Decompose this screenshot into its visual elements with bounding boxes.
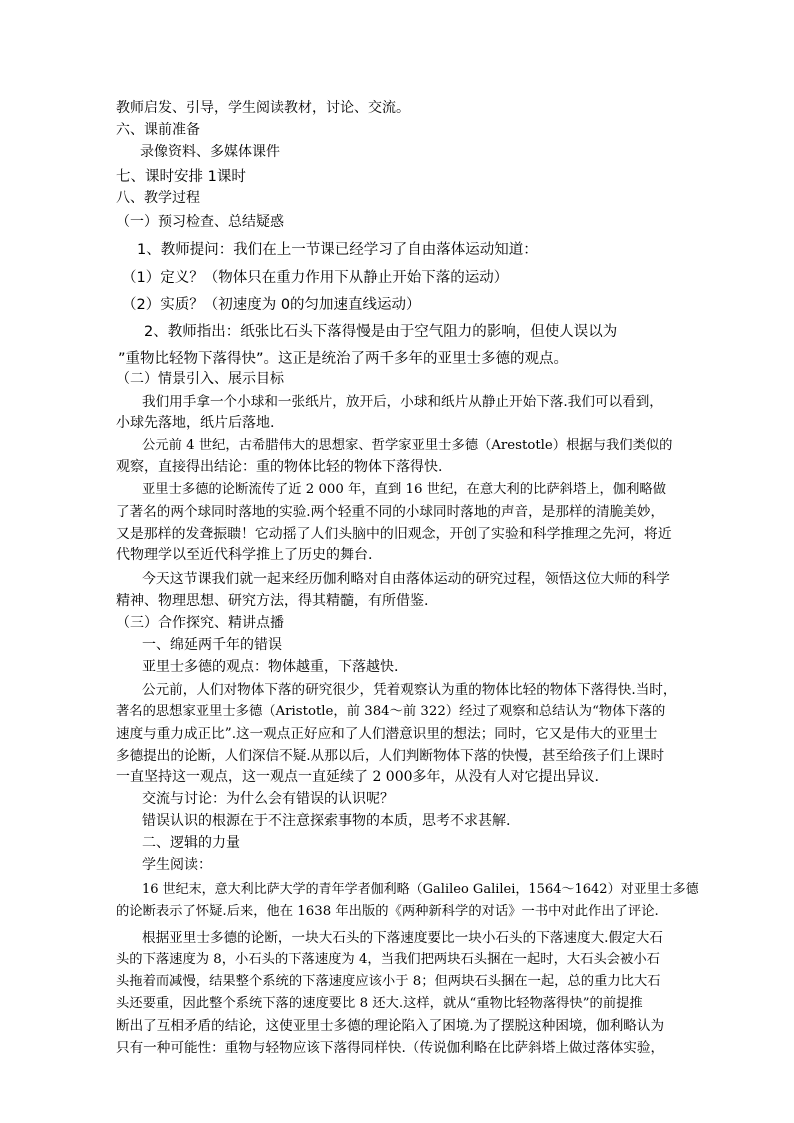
text-line: 1、教师提问：我们在上一节课已经学习了自由落体运动知道： [137, 242, 538, 258]
subsection-heading: （二）情景引入、展示目标 [116, 371, 284, 387]
text-line: 著名的思想家亚里士多德（Aristotle，前 384～前 322）经过了观察和总结认为“物体下落的 [116, 704, 666, 719]
text-line: 学生阅读： [142, 857, 212, 873]
text-line: 公元前，人们对物体下落的研究很少，凭着观察认为重的物体比轻的物体下落得快.当时， [142, 682, 677, 698]
text-line: 头还要重，因此整个系统下落的速度要比 8 还大.这样，就从“重物比轻物落得快”的前提推 [116, 996, 643, 1011]
text-line: 的论断表示了怀疑.后来，他在 1638 年出版的《两种新科学的对话》一书中对此作出了评论. [116, 904, 659, 919]
text-line: 二、逻辑的力量 [142, 835, 240, 851]
text-line: 交流与讨论：为什么会有错误的认识呢？ [142, 791, 394, 807]
text-line: 录像资料、多媒体课件 [140, 144, 280, 160]
section-heading: 八、教学过程 [116, 190, 200, 206]
text-line: 观察，直接得出结论：重的物体比轻的物体下落得快. [116, 459, 443, 475]
text-line: 教师启发、引导，学生阅读教材，讨论、交流。 [116, 100, 410, 116]
text-line: 一直坚持这一观点，这一观点一直延续了 2 000多年，从没有人对它提出异议. [116, 769, 599, 785]
section-heading: 六、课前准备 [116, 122, 200, 138]
text-line: 头拖着而减慢，结果整个系统的下落速度应该小于 8；但两块石头捆在一起，总的重力比大石 [116, 974, 661, 989]
text-line: 小球先落地，纸片后落地. [116, 415, 275, 431]
text-line: 了著名的两个球同时落地的实验.两个轻重不同的小球同时落地的声音，是那样的清脆美妙， [116, 504, 665, 520]
text-line: ”重物比轻物下落得快”。这正是统治了两千多年的亚里士多德的观点。 [118, 351, 569, 367]
text-line: 精神、物理思想、研究方法，得其精髓，有所借鉴. [116, 593, 429, 609]
section-heading: 七、课时安排 1课时 [116, 169, 246, 185]
text-line: 亚里士多德的观点：物体越重，下落越快. [142, 659, 399, 675]
text-line: 根据亚里士多德的论断，一块大石头的下落速度要比一块小石头的下落速度大.假定大石 [142, 930, 663, 946]
text-line: 一、绵延两千年的错误 [142, 637, 282, 653]
subsection-heading: （三）合作探究、精讲点播 [116, 615, 284, 631]
text-line: 又是那样的发聋振聩！它动摇了人们头脑中的旧观念，开创了实验和科学推理之先河，将近 [116, 526, 672, 542]
text-line: 公元前 4 世纪，古希腊伟大的思想家、哲学家亚里士多德（Arestotle）根据与我们类似的 [142, 438, 673, 453]
text-line: 2、教师指出：纸张比石头下落得慢是由于空气阻力的影响，但使人误以为 [144, 324, 618, 340]
text-line: （2）实质？（初速度为 0的匀加速直线运动） [122, 297, 421, 313]
text-line: 16 世纪末，意大利比萨大学的青年学者伽利略（Galileo Galilei，1564～1642）对亚里士多德 [142, 882, 699, 897]
text-line: 只有一种可能性：重物与轻物应该下落得同样快.（传说伽利略在比萨斜塔上做过落体实验， [116, 1040, 665, 1056]
text-line: 亚里士多德的论断流传了近 2 000 年，直到 16 世纪，在意大利的比萨斜塔上，伽利略做 [142, 482, 666, 497]
subsection-heading: （一）预习检查、总结疑惑 [116, 214, 284, 230]
text-line: 我们用手拿一个小球和一张纸片，放开后，小球和纸片从静止开始下落.我们可以看到， [142, 394, 663, 410]
text-line: （1）定义？（物体只在重力作用下从静止开始下落的运动） [122, 270, 509, 286]
text-line: 头的下落速度为 8，小石头的下落速度为 4，当我们把两块石头捆在一起时，大石头会被小石 [116, 952, 660, 967]
text-line: 多德提出的论断，人们深信不疑.从那以后，人们判断物体下落的快慢，甚至给孩子们上课时 [116, 748, 665, 764]
text-line: 错误认识的根源在于不注意探索事物的本质，思考不求甚解. [142, 813, 511, 829]
text-line: 断出了互相矛盾的结论，这使亚里士多德的理论陷入了困境.为了摆脱这种困境，伽利略认为 [116, 1018, 665, 1034]
text-line: 代物理学以至近代科学推上了历史的舞台. [116, 547, 373, 563]
text-line: 今天这节课我们就一起来经历伽利略对自由落体运动的研究过程，领悟这位大师的科学 [142, 571, 670, 587]
text-line: 速度与重力成正比”.这一观点正好应和了人们潜意识里的想法；同时，它又是伟大的亚里士 [116, 726, 658, 742]
